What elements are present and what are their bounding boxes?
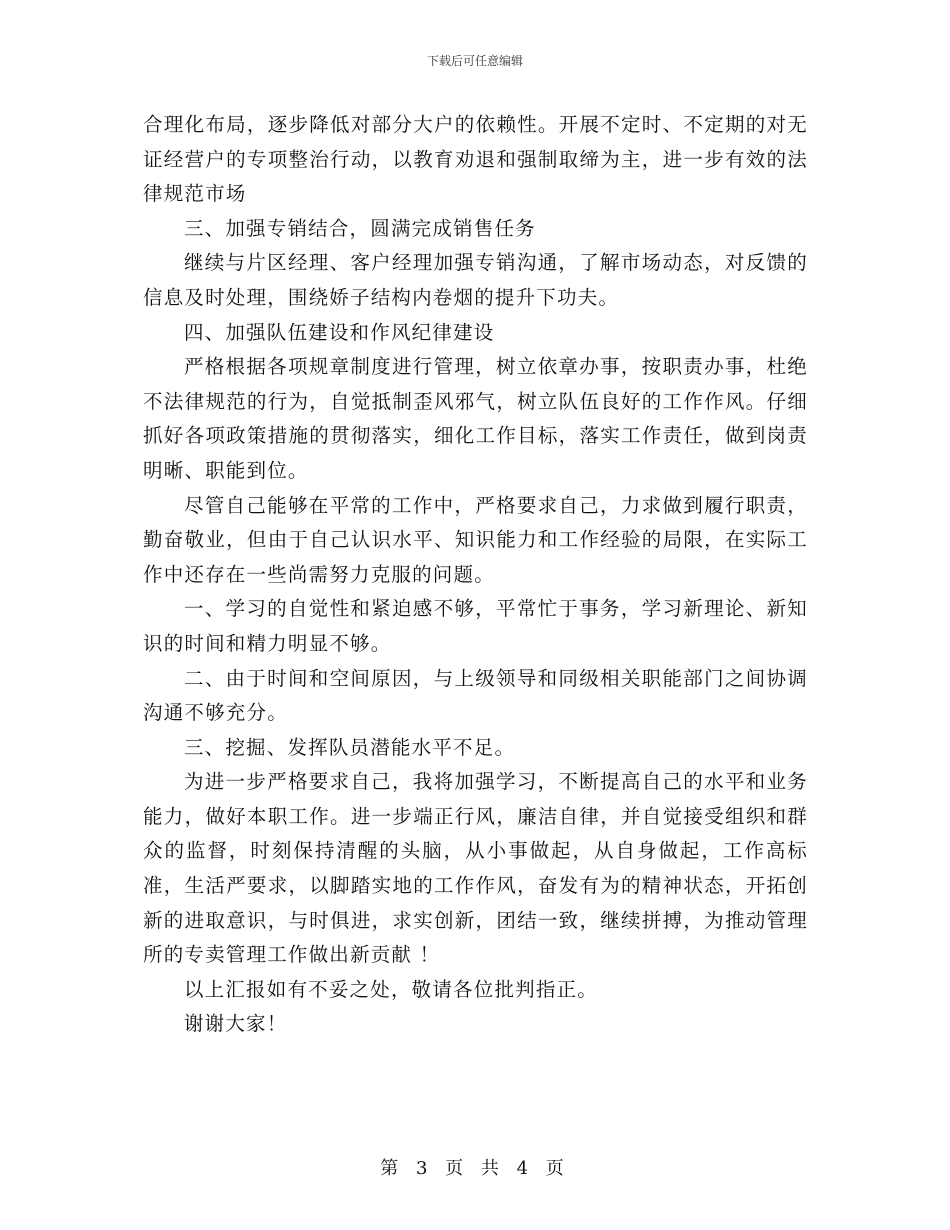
paragraph: 继续与片区经理、客户经理加强专销沟通，了解市场动态，对反馈的信息及时处理，围绕娇子结构内卷烟的提升下功夫。: [143, 251, 808, 309]
document-body: [143, 108, 808, 1042]
page-header: 下载后可任意编辑: [426, 54, 523, 68]
issue-item-2: 二、由于时间和空间原因，与上级领导和同级相关职能部门之间协调沟通不够充分。: [143, 666, 808, 725]
section-heading-4: 四、加强队伍建设和作风纪律建设: [183, 320, 495, 344]
closing-line: 以上汇报如有不妥之处，敬请各位批判指正。: [183, 977, 598, 1001]
thanks-line: 谢谢大家！: [183, 1012, 288, 1036]
paragraph: 尽管自己能够在平常的工作中，严格要求自己，力求做到履行职责，勤奋敬业，但由于自己认识水平、知识能力和工作经验的局限，在实际工作中还存在一些尚需努力克服的问题。: [143, 493, 808, 586]
paragraph: 严格根据各项规章制度进行管理，树立依章办事，按职责办事，杜绝不法律规范的行为，自觉抵制歪风邪气，树立队伍良好的工作作风。仔细抓好各项政策措施的贯彻落实，细化工作目标，落实工作责任，做到岗责明晰、职能到位。: [143, 355, 808, 482]
page-number: 第 3 页 共 4 页: [380, 1158, 570, 1179]
issue-item-1: 一、学习的自觉性和紧迫感不够，平常忙于事务，学习新理论、新知识的时间和精力明显不够。: [143, 597, 808, 655]
paragraph-continuation: 合理化布局，逐步降低对部分大户的依赖性。开展不定时、不定期的对无证经营户的专项整治行动，以教育劝退和强制取缔为主，进一步有效的法律规范市场: [143, 113, 808, 206]
paragraph: 为进一步严格要求自己，我将加强学习，不断提高自己的水平和业务能力，做好本职工作。进一步端正行风，廉洁自律，并自觉接受组织和群众的监督，时刻保持清醒的头脑，从小事做起，从自身做起，工作高标准，生活严要求，以脚踏实地的工作作风，奋发有为的精神状态，开拓创新的进取意识，与时俱进，求实创新，团结一致，继续拼搏，为推动管理所的专卖管理工作做出新贡献 ！: [143, 770, 808, 967]
issue-item-3: 三、挖掘、发挥队员潜能水平不足。: [183, 735, 516, 759]
section-heading-3: 三、加强专销结合，圆满完成销售任务: [183, 216, 536, 240]
